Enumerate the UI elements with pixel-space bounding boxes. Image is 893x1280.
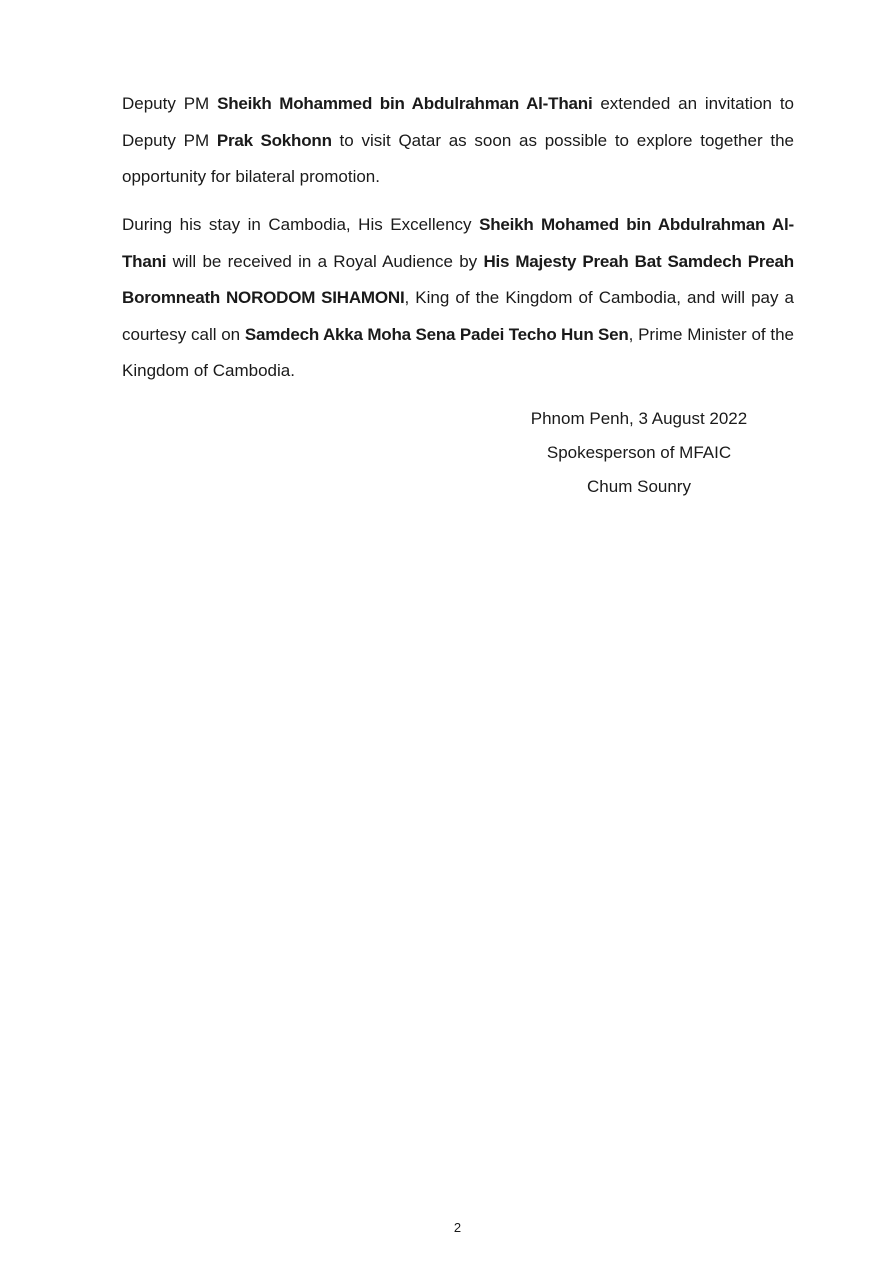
p2-seg-3: His Majesty Preah Bat Samdech Preah Boromneath NORODOM SIHAMONI: [122, 251, 794, 307]
p1-seg-1: Sheikh Mohammed bin Abdulrahman Al-Thani: [217, 94, 593, 113]
p1-seg-3: Prak Sokhonn: [216, 130, 332, 150]
p2-seg-0: During his stay in Cambodia, His Excellency: [122, 215, 480, 234]
p2-seg-2: will be received in a Royal Audience by: [166, 251, 484, 271]
signature-name: Chum Sounry: [587, 477, 691, 496]
p2-seg-4: , King of the Kingdom of Cambodia, and will pay a courtesy call on: [122, 288, 795, 344]
paragraph-invitation: [122, 86, 794, 196]
p1-seg-0: Deputy PM: [122, 94, 218, 113]
p2-seg-1: Sheikh Mohamed bin Abdulrahman Al-Thani: [122, 215, 794, 271]
signature-block: [500, 402, 778, 504]
signature-place-date: Phnom Penh, 3 August 2022: [530, 409, 748, 428]
p2-seg-6: , Prime Minister of the Kingdom of Cambodia.: [122, 324, 795, 380]
p1-seg-4: to visit Qatar as soon as possible to explore together the opportunity for bilateral promotion.: [122, 130, 794, 186]
signature-role: Spokesperson of MFAIC: [546, 443, 732, 462]
paragraph-stay: [122, 207, 794, 390]
p1-seg-2: extended an invitation to Deputy PM: [122, 94, 795, 150]
page-number: 2: [453, 1220, 462, 1235]
p2-seg-5: Samdech Akka Moha Sena Padei Techo Hun Sen: [244, 324, 629, 344]
